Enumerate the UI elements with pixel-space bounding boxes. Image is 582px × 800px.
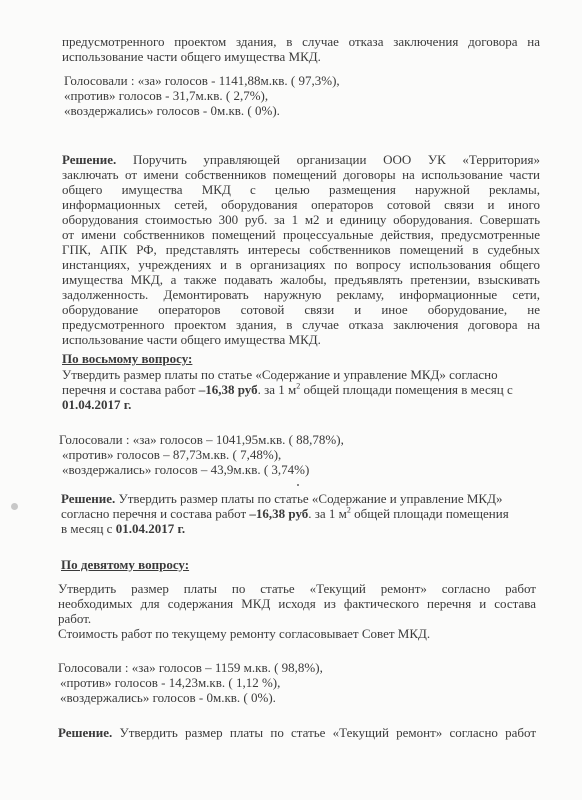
text-fragment: общей площади помещения [350, 506, 509, 521]
vote-for: Голосовали : «за» голосов – 1041,95м.кв. ( 88,78%), [59, 432, 344, 447]
question-8-heading [62, 351, 540, 366]
votes-block-8 [59, 432, 537, 477]
text-fragment: в месяц с [61, 521, 116, 536]
text-fragment: Утвердить размер платы по статье «Содержание и управление МКД» [118, 491, 503, 506]
question-9-text [58, 581, 536, 641]
superscript: 2 [296, 381, 301, 391]
vote-abstain: «воздержались» голосов - 0м.кв. ( 0%). [60, 690, 276, 705]
text-line: заключать от имени собственников помещений договоры на использование части [62, 167, 540, 182]
text-fragment: перечня и состава работ [62, 382, 199, 397]
decision-label: Решение. [61, 491, 116, 506]
top-paragraph [62, 34, 540, 64]
votes-block-7 [64, 73, 542, 118]
text-line: использование части общего имущества МКД. [62, 49, 321, 64]
text-fragment: . за 1 м [308, 506, 347, 521]
text-fragment: согласно перечня и состава работ [61, 506, 250, 521]
text-line: работ. [58, 611, 92, 626]
decision-8 [61, 491, 539, 536]
text-line: Поручить управляющей организации ООО УК «Территория» [132, 152, 540, 167]
text-line: ГПК, АПК РФ, представлять интересы собственников помещений в судебных [62, 242, 540, 257]
superscript: 2 [346, 505, 351, 515]
question-8-text [62, 367, 540, 412]
scan-speck [297, 484, 299, 486]
text-line: Утвердить размер платы по статье «Текущий ремонт» согласно работ [58, 581, 536, 596]
text-fragment: . за 1 м [257, 382, 297, 397]
vote-against: «против» голосов - 14,23м.кв. ( 1,12 %), [60, 675, 281, 690]
vote-for: Голосовали : «за» голосов - 1141,88м.кв. ( 97,3%), [64, 73, 340, 88]
price-value: –16,38 руб [198, 382, 258, 397]
decision-label: Решение. [58, 725, 113, 740]
text-line: информационных сетей, оборудования операторов сотовой связи и иного [62, 197, 540, 212]
cost-line: Стоимость работ по текущему ремонту согласовывает Совет МКД. [58, 626, 431, 641]
decision-7 [62, 152, 540, 347]
text-line: необходимых для содержания МКД исходя из фактического перечня и состава [58, 596, 536, 611]
text-line: задолженность. Демонтировать наружную рекламу, информационные сети, [62, 287, 540, 302]
text-line: имущества МКД, а также подавать жалобы, предъявлять претензии, взыскивать [62, 272, 540, 287]
vote-against: «против» голосов - 31,7м.кв. ( 2,7%), [64, 88, 269, 103]
section-heading: По восьмому вопросу: [62, 351, 193, 366]
vote-against: «против» голосов – 87,73м.кв. ( 7,48%), [62, 447, 282, 462]
section-heading: По девятому вопросу: [61, 557, 190, 572]
text-line: общего имущества МКД с целью размещения наружной рекламы, [62, 182, 540, 197]
text-line: оборудование операторов сотовой связи и иное оборудование, не [62, 302, 540, 317]
decision-label: Решение. [62, 152, 117, 167]
vote-for: Голосовали : «за» голосов – 1159 м.кв. ( 98,8%), [58, 660, 323, 675]
punch-hole-mark [11, 503, 18, 510]
text-line: от имени собственников помещений процессуальные действия, предусмотренные [62, 227, 540, 242]
text-line: предусмотренного проектом здания, в случае отказа заключения договора на [62, 34, 540, 49]
text-line: использование части общего имущества МКД. [62, 332, 321, 347]
question-9-heading [61, 557, 539, 572]
price-value: –16,38 руб [249, 506, 309, 521]
text-line: инстанциях, учреждениях и в организациях по вопросу использования общего [62, 257, 540, 272]
text-line: Утвердить размер платы по статье «Содержание и управление МКД» согласно [62, 367, 498, 382]
effective-date: 01.04.2017 г. [115, 521, 186, 536]
text-fragment: общей площади помещения в месяц с [300, 382, 513, 397]
vote-abstain: «воздержались» голосов - 0м.кв. ( 0%). [64, 103, 280, 118]
effective-date: 01.04.2017 г. [62, 397, 132, 412]
vote-abstain: «воздержались» голосов – 43,9м.кв. ( 3,74%) [62, 462, 310, 477]
text-line: оборудования стоимостью 300 руб. за 1 м2 и единицу оборудования. Совершать [62, 212, 540, 227]
text-fragment: Утвердить размер платы по статье «Текущий ремонт» согласно работ [119, 725, 537, 740]
decision-9 [58, 725, 536, 740]
votes-block-9 [58, 660, 536, 705]
text-line: предусмотренного проектом здания, в случае отказа заключения договора на [62, 317, 540, 332]
